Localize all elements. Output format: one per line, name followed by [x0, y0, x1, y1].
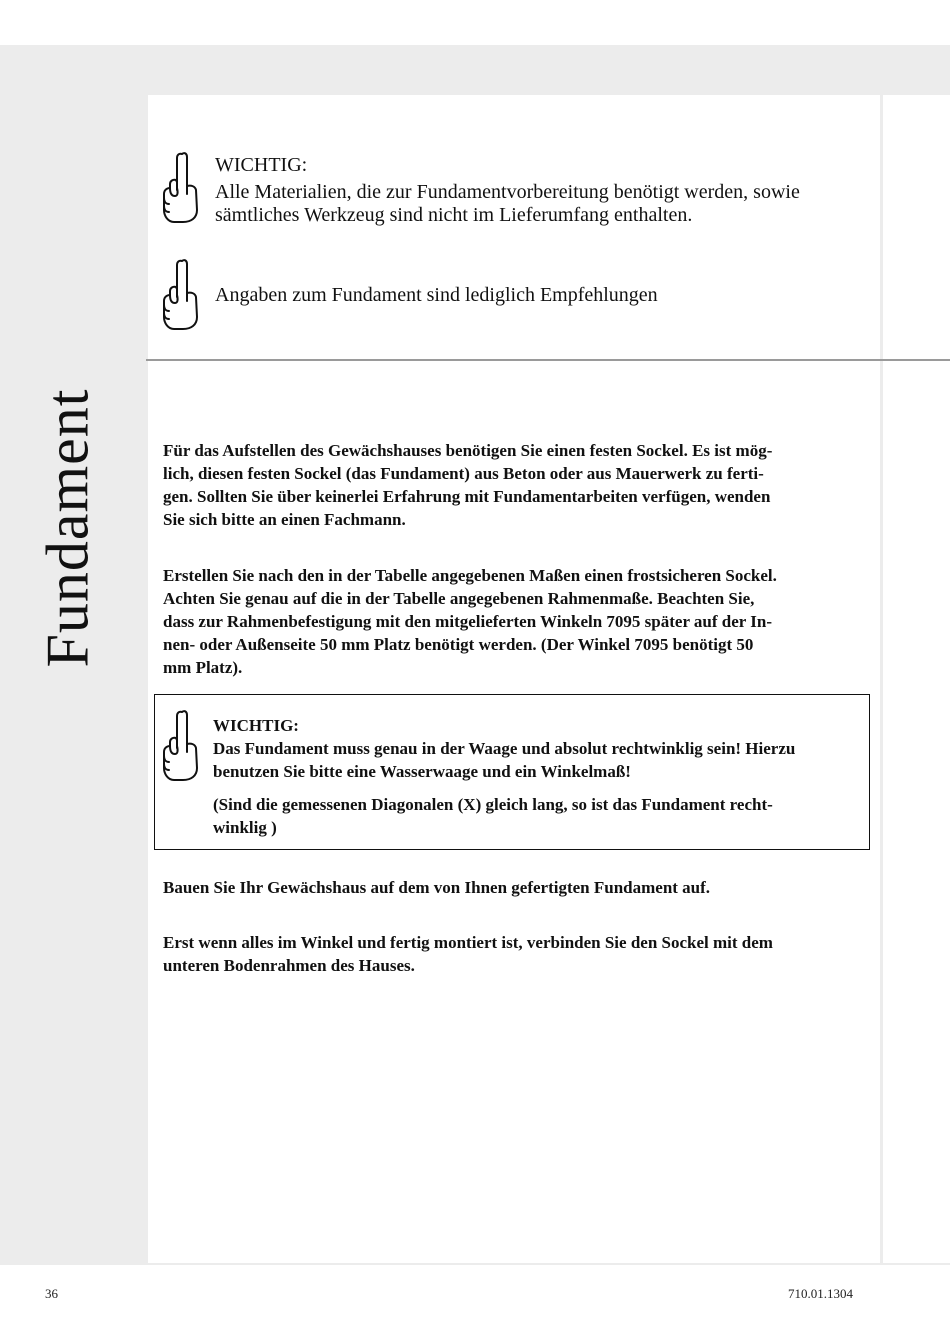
warning-text: [213, 737, 858, 783]
paragraph-line: Sie sich bitte an einen Fachmann.: [163, 510, 406, 529]
body-paragraph-2: [163, 564, 853, 679]
pointing-hand-icon: [160, 708, 202, 784]
page-number: 36: [45, 1286, 58, 1301]
pointing-hand-icon: [160, 257, 202, 333]
section-divider: [146, 359, 950, 361]
paragraph-line: gen. Sollten Sie über keinerlei Erfahrung mit Fundamentarbeiten verfügen, wenden: [163, 487, 771, 506]
paragraph-line: nen- oder Außenseite 50 mm Platz benötigt werden. (Der Winkel 7095 benötigt 50: [163, 635, 754, 654]
document-code: 710.01.1304: [788, 1286, 853, 1301]
body-paragraph-1: [163, 439, 853, 531]
warning-note-line: (Sind die gemessenen Diagonalen (X) gleich lang, so ist das Fundament recht-: [213, 795, 773, 814]
pointing-hand-icon: [160, 150, 202, 226]
paragraph-line: mm Platz).: [163, 658, 243, 677]
paragraph-line: Achten Sie genau auf die in der Tabelle angegebenen Rahmenmaße. Beachten Sie,: [163, 589, 755, 608]
content-panel: [148, 95, 880, 1263]
note-1-line-1: Alle Materialien, die zur Fundamentvorbereitung benötigt werden, sowie: [215, 181, 800, 203]
note-2-text: Angaben zum Fundament sind lediglich Empfehlungen: [215, 284, 658, 306]
paragraph-line: lich, diesen festen Sockel (das Fundament) aus Beton oder aus Mauerwerk zu ferti-: [163, 464, 764, 483]
paragraph-line: unteren Bodenrahmen des Hauses.: [163, 956, 415, 975]
warning-note-line: winklig ): [213, 818, 277, 837]
warning-line: Das Fundament muss genau in der Waage und absolut rechtwinklig sein! Hierzu: [213, 739, 796, 758]
body-paragraph-4: [163, 931, 853, 977]
paragraph-line: Erst wenn alles im Winkel und fertig montiert ist, verbinden Sie den Sockel mit dem: [163, 933, 773, 952]
paragraph-line: dass zur Rahmenbefestigung mit den mitgelieferten Winkeln 7095 später auf der In-: [163, 612, 773, 631]
warning-heading: WICHTIG:: [213, 716, 299, 735]
note-1-heading: WICHTIG:: [215, 154, 308, 176]
right-margin-strip: [883, 95, 950, 1263]
paragraph-line: Erstellen Sie nach den in der Tabelle angegebenen Maßen einen frostsicheren Sockel.: [163, 566, 777, 585]
warning-line: benutzen Sie bitte eine Wasserwaage und ein Winkelmaß!: [213, 762, 631, 781]
paragraph-line: Für das Aufstellen des Gewächshauses benötigen Sie einen festen Sockel. Es ist mög-: [163, 441, 773, 460]
warning-note: [213, 793, 858, 839]
body-paragraph-3: Bauen Sie Ihr Gewächshaus auf dem von Ihnen gefertigten Fundament auf.: [163, 878, 711, 897]
section-title: Fundament: [34, 388, 101, 668]
note-1-line-2: sämtliches Werkzeug sind nicht im Lieferumfang enthalten.: [215, 204, 693, 226]
